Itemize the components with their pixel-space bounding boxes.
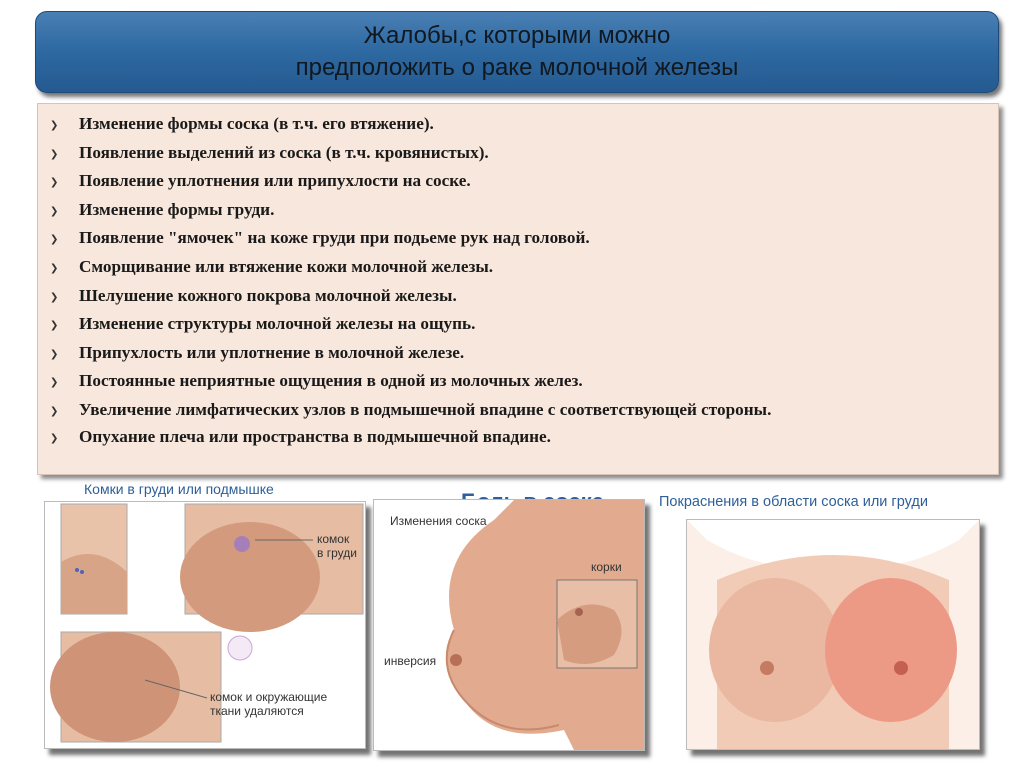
caption-lumps: Комки в груди или подмышке — [84, 481, 274, 497]
list-item: ❯ Появление уплотнения или припухлости на соске. — [46, 167, 998, 196]
list-item: ❯ Изменение структуры молочной железы на ощупь. — [46, 310, 998, 339]
redness-graphic — [687, 520, 979, 749]
bullet-icon: ❯ — [50, 234, 59, 246]
title-line-2: предположить о раке молочной железы — [295, 54, 739, 81]
caption-redness: Покраснения в области соска или груди — [659, 494, 928, 510]
list-item: ❯ Изменение формы соска (в т.ч. его втяжение). — [46, 110, 998, 139]
list-item: ❯ Постоянные неприятные ощущения в одной из молочных желез. — [46, 367, 998, 396]
list-item: ❯ Увеличение лимфатических узлов в подмышечной впадине с соответствующей стороны. — [46, 396, 959, 423]
inversion-label: инверсия — [384, 654, 437, 668]
title-banner — [35, 11, 999, 93]
bullet-icon: ❯ — [50, 320, 59, 332]
list-item: ❯ Припухлость или уплотнение в молочной железе. — [46, 339, 998, 368]
complaints-box — [37, 103, 999, 475]
bullet-icon: ❯ — [50, 120, 59, 131]
list-item: ❯ Сморщивание или втяжение кожи молочной железы. — [46, 253, 998, 282]
nipple-changes-illustration — [373, 499, 645, 751]
nipple-changes-graphic — [374, 500, 644, 750]
bullet-icon: ❯ — [50, 148, 59, 160]
bullet-icon: ❯ — [50, 377, 59, 389]
list-item: ❯ Появление выделений из соска (в т.ч. кровянистых). — [46, 139, 998, 168]
bullet-icon: ❯ — [50, 348, 59, 360]
lump-label: комок в груди — [317, 532, 357, 560]
list-item: ❯ Появление "ямочек" на коже груди при подьеме рук над головой. — [46, 224, 998, 253]
redness-illustration — [686, 519, 980, 750]
bullet-icon: ❯ — [50, 405, 59, 417]
bullet-icon: ❯ — [50, 291, 59, 303]
slide-title — [36, 20, 998, 84]
lumps-illustration — [44, 501, 366, 749]
list-item: ❯ Шелушение кожного покрова молочной железы. — [46, 282, 998, 311]
crusts-label: корки — [591, 560, 622, 574]
bullet-icon: ❯ — [50, 205, 59, 217]
bullet-icon: ❯ — [50, 177, 59, 189]
bullet-icon: ❯ — [50, 262, 59, 274]
list-item: ❯ Изменение формы груди. — [46, 196, 998, 225]
removed-label: комок и окружающие ткани удаляются — [210, 690, 328, 718]
bullet-icon: ❯ — [50, 432, 59, 444]
complaints-list — [38, 104, 998, 452]
nipple-changes-label: Изменения соска — [390, 514, 487, 528]
title-line-1: Жалобы,с которыми можно — [363, 22, 671, 49]
list-item: ❯ Опухание плеча или пространства в подмышечной впадине. — [46, 423, 998, 452]
